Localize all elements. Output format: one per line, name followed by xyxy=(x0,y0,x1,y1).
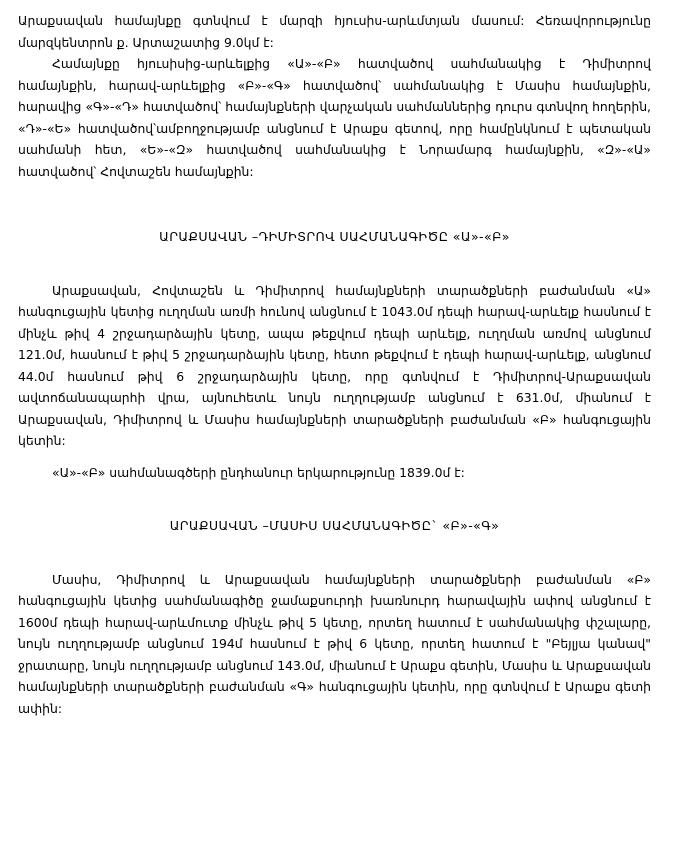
spacer xyxy=(18,182,651,226)
heading-section-araqsavan-masis: ԱՐԱՔՍԱՎԱՆ –ՄԱՍԻՍ ՍԱՀՄԱՆԱԳԻԾԸ` «Բ»-«Գ» xyxy=(169,518,500,533)
paragraph-section-b-description: Մասիս, Դիմիտրով և Արաքսավան համայնքների տարածքների բաժանման «Բ» հանգուցային կետից սահմանագիծը ջամաքսուրդի խառնուրդ հարավային ափով անցնում է 1600մ դեպի հարավ-արևմուտք մինչև թիվ 5 կետը, որտեղ հատում է սահմանակից փշալարը, նույն ուղղությամբ անցնում 194մ հասնում է թիվ 6 կետը, որտեղ հատում է "Բեյլյա կանավ" ջրատարը, նույն ուղղությամբ անցնում 143.0մ, միանում է Արաքս գետին, Մասիս և Արաքսավան համայնքների տարածքների բաժանման «Գ» հանգուցային կետին, որը գտնվում է Արաքս գետի ափին: xyxy=(18,571,651,716)
paragraph-section-a-description: Արաքսավան, Հովտաշեն և Դիմիտրով համայնքների տարածքների բաժանման «Ա» հանգուցային կետից ուղղման առմի հունով անցնում է 1043.0մ դեպի հարավ-արևելք հասնում է մինչև թիվ 4 շրջադարձային կետը, ապա թեքվում դեպի արևելք, ուղղման առմով անցնում 121.0մ, հասնում է թիվ 5 շրջադարձային կետը, հետո թեքվում է դեպի հարավ-արևելք, անցնում 44.0մ հասնում թիվ 6 շրջադարձային կետը, որը գտնվում է Դիմիտրով-Արաքսավան ավտոճանապարհի վրա, այնուհետև նույն ուղղությամբ անցնում է 631.0մ, միանում է Արաքսավան, Դիմիտրով և Մասիս համայնքների տարածքների բաժանման «Բ» հանգուցային կետին: xyxy=(18,282,651,448)
paragraph-intro-borders: Համայնքը հյուսիսից-արևելքից «Ա»-«Բ» հատվածով սահմանակից է Դիմիտրով համայնքին, հարավ-արևելքից «Բ»-«Գ» հատվածով՝ սահմանակից է Մասիս համայնքին, հարավից «Գ»-«Դ» հատվածով՝ համայնքների վարչական սահմաններից դուրս գտնվող հողերին, «Դ»-«Ե» հատվածով՝ամբողջությամբ անցնում է Արաքս գետով, որը համընկնում է պետական սահմանի հետ, «Ե»-«Զ» հատվածով սահմանակից է Նորամարգ համայնքին, «Զ»-«Ա» հատվածով՝ Հովտաշեն համայնքին: xyxy=(18,56,651,179)
heading-section-araqsavan-dimitrov: ԱՐԱՔՍԱՎԱՆ –ԴԻՄԻՏՐՈՎ ՍԱՀՄԱՆԱԳԻԾԸ «Ա»-«Բ» xyxy=(159,229,510,244)
spacer xyxy=(18,537,651,569)
spacer xyxy=(18,452,651,462)
spacer xyxy=(18,248,651,280)
paragraph-section-a-length: «Ա»-«Բ» սահմանագծերի ընդհանուր երկարությունը 1839.0մ է: xyxy=(52,464,465,480)
paragraph-intro-location: Արաքսավան համայնքը գտնվում է մարզի հյուսիս-արևմտյան մասում: Հեռավորությունը մարզկենտրոն ք. Արտաշատից 9.0կմ է: xyxy=(18,13,651,50)
spacer xyxy=(18,483,651,515)
